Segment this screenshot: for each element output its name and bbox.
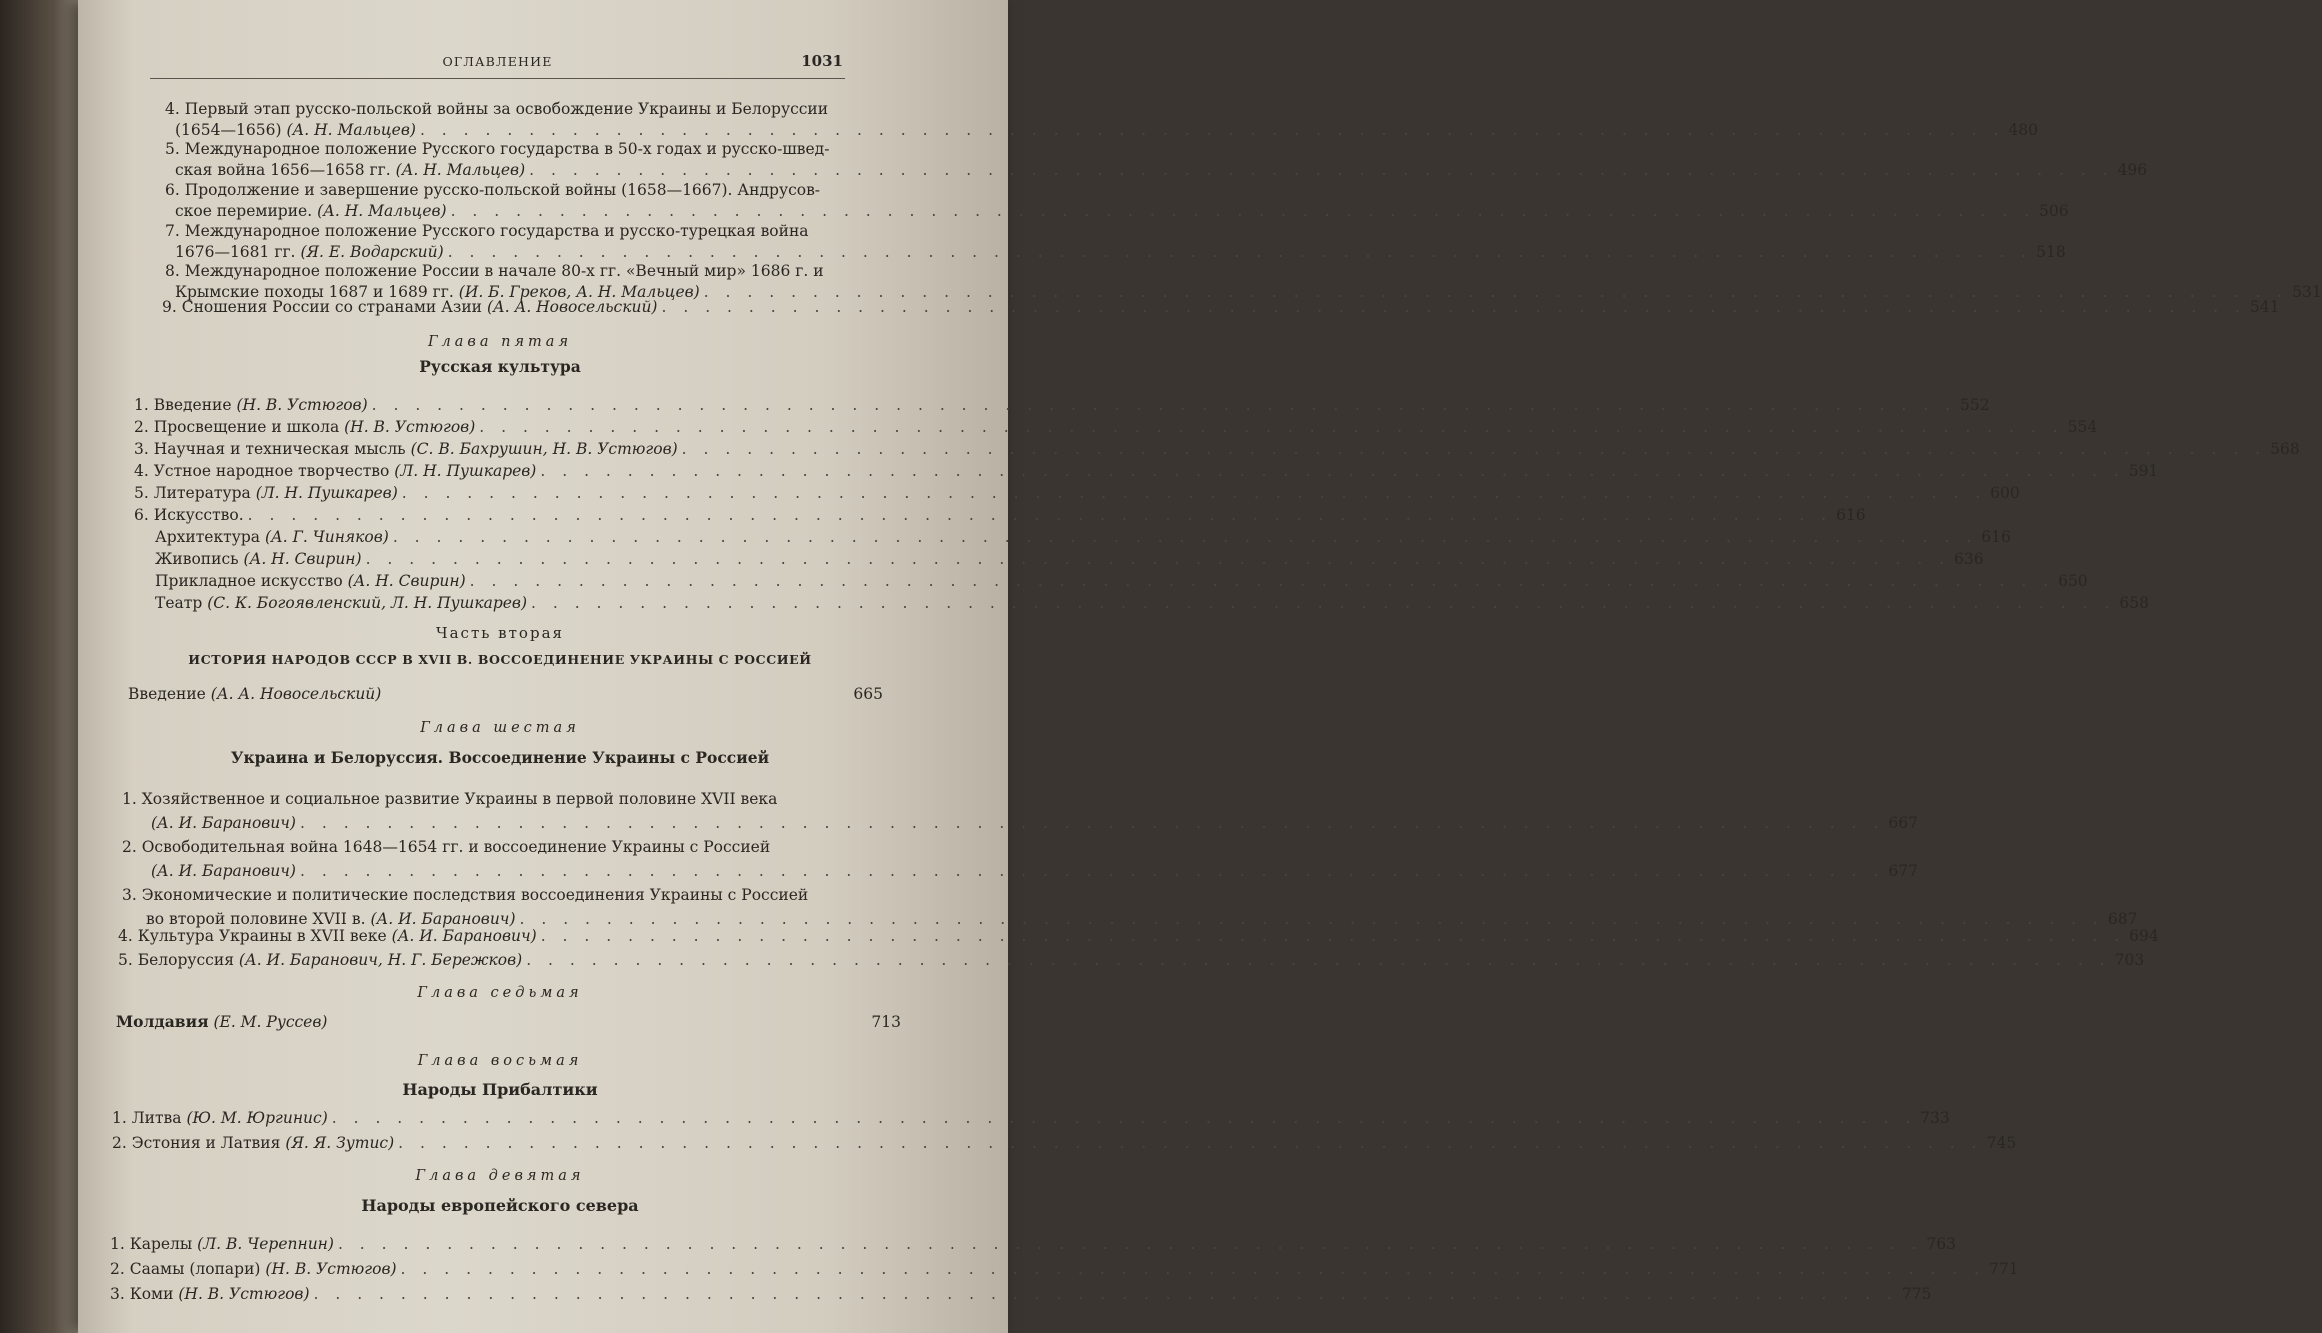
chapter8-title: Народы Прибалтики — [402, 1080, 598, 1099]
entry-text: 4. Устное народное творчество — [134, 462, 390, 480]
dot-leader: . . . . . . . . . . . . . . . . . . . . . . . . . . . . . . . . . . . . . . . . . . . . . . . . . . . . . . . . . . . . . . . . . . . . . . . . . — [313, 1285, 1898, 1303]
toc-entry[interactable] — [112, 1109, 1950, 1127]
toc-entry[interactable] — [110, 1285, 1932, 1303]
entry-text: 5. Литература — [134, 484, 251, 502]
entry-author: (А. И. Баранович, Н. Г. Бережков) — [238, 951, 523, 969]
part2-label: Часть вторая — [436, 624, 564, 642]
book-spine-shadow — [0, 0, 78, 1333]
toc-entry[interactable] — [175, 202, 2069, 220]
entry-page: 552 — [1960, 396, 1990, 414]
dot-leader: . . . . . . . . . . . . . . . . . . . . . . . . . . . . . . . . . . . . . . . . . . . . . . . . . . . . . . . . . . . . . . . . . . . . . . . . . — [519, 910, 2104, 928]
dot-leader: . . . . . . . . . . . . . . . . . . . . . . . . . . . . . . . . . . . . . . . . . . . . . . . . . . . . . . . . . . . . . . . . . . . . . . . . . — [398, 1134, 1983, 1152]
entry-page: 496 — [2117, 161, 2148, 179]
dot-leader: . . . . . . . . . . . . . . . . . . . . . . . . . . . . . . . . . . . . . . . . . . . . . . . . . . . . . . . . . . . . . . . . . . . . . . . . . — [540, 927, 2126, 945]
dot-leader: . . . . . . . . . . . . . . . . . . . . . . . . . . . . . . . . . . . . . . . . . . . . . . . . . . . . . . . . . . . . . . . . . . . . . . . . . — [703, 283, 2289, 301]
entry-text: ское перемирие. — [175, 202, 313, 220]
entry-text: ская война 1656—1658 гг. — [175, 161, 391, 179]
entry-page: 531 — [2292, 283, 2322, 301]
entry-text: во второй половине XVII в. — [146, 910, 366, 928]
entry-author: (А. А. Новосельский) — [210, 685, 382, 703]
toc-entry[interactable] — [146, 814, 1918, 832]
entry-text: 6. Искусство. — [134, 506, 244, 524]
chapter9-label: Глава девятая — [415, 1168, 585, 1184]
entry-text: Театр — [155, 594, 203, 612]
dot-leader: . . . . . . . . . . . . . . . . . . . . . . . . . . . . . . . . . . . . . . . . . . . . . . . . . . . . . . . . . . . . . . . . . . . . . . . . . — [529, 161, 2114, 179]
dot-leader: . . . . . . . . . . . . . . . . . . . . . . . . . . . . . . . . . . . . . . . . . . . . . . . . . . . . . . . . . . . . . . . . . . . . . . . . . — [479, 418, 2064, 436]
entry-page: 733 — [1920, 1109, 1950, 1127]
toc-entry[interactable] — [118, 927, 2159, 945]
toc-entry[interactable] — [134, 440, 2300, 458]
entry-author: (И. Б. Греков, А. Н. Мальцев) — [458, 283, 700, 301]
entry-page: 554 — [2067, 418, 2098, 436]
entry-text: Введение — [128, 685, 206, 703]
entry-text: (1654—1656) — [175, 121, 282, 139]
entry-page: 658 — [2119, 594, 2150, 612]
entry-author: (Е. М. Руссев) — [213, 1013, 328, 1031]
dot-leader: . . . . . . . . . . . . . . . . . . . . . . . . . . . . . . . . . . . . . . . . . . . . . . . . . . . . . . . . . . . . . . . . . . . . . . . . . — [401, 484, 1987, 502]
dot-leader: . . . . . . . . . . . . . . . . . . . . . . . . . . . . . . . . . . . . . . . . . . . . . . . . . . . . . . . . . . . . . . . . . . . . . . . . . — [661, 298, 2246, 316]
toc-entry-moldavia[interactable] — [116, 1012, 901, 1031]
entry-author: (А. Н. Свирин) — [243, 550, 362, 568]
entry-author: (Л. Н. Пушкарев) — [255, 484, 398, 502]
dot-leader: . . . . . . . . . . . . . . . . . . . . . . . . . . . . . . . . . . . . . . . . . . . . . . . . . . . . . . . . . . . . . . . . . . . . . . . . . — [450, 202, 2035, 220]
entry-text: 1. Литва — [112, 1109, 182, 1127]
toc-entry-line: 5. Международное положение Русского государства в 50-х годах и русско-швед- — [165, 140, 830, 158]
entry-author: (Л. В. Черепнин) — [197, 1235, 334, 1253]
toc-entry[interactable] — [110, 1260, 2019, 1278]
dot-leader: . . . . . . . . . . . . . . . . . . . . . . . . . . . . . . . . . . . . . . . . . . . . . . . . . . . . . . . . . . . . . . . . . . . . . . . . . — [540, 462, 2125, 480]
toc-entry[interactable] — [155, 572, 2088, 590]
dot-leader: . . . . . . . . . . . . . . . . . . . . . . . . . . . . . . . . . . . . . . . . . . . . . . . . . . . . . . . . . . . . . . . . . . . . . . . . . — [371, 396, 1957, 414]
entry-author: (С. К. Богоявленский, Л. Н. Пушкарев) — [207, 594, 527, 612]
entry-page: 506 — [2039, 202, 2069, 220]
entry-author: (С. В. Бахрушин, Н. В. Устюгов) — [410, 440, 678, 458]
entry-text: Прикладное искусство — [155, 572, 343, 590]
dot-leader: . . . . . . . . . . . . . . . . . . . . . . . . . . . . . . . . . . . . . . . . . . . . . . . . . . . . . . . . . . . . . . . . . . . . . . . . . — [681, 440, 2267, 458]
entry-text: 1676—1681 гг. — [175, 243, 296, 261]
toc-entry[interactable] — [175, 121, 2038, 139]
entry-text: 1. Введение — [134, 396, 232, 414]
entry-page: 591 — [2128, 462, 2159, 480]
dot-leader: . . . . . . . . . . . . . . . . . . . . . . . . . . . . . . . . . . . . . . . . . . . . . . . . . . . . . . . . . . . . . . . . . . . . . . . . . — [331, 1109, 1917, 1127]
entry-text: Молдавия — [116, 1012, 209, 1031]
toc-entry-line: 4. Первый этап русско-польской войны за освобождение Украины и Белоруссии — [165, 100, 829, 118]
entry-author: (Н. В. Устюгов) — [344, 418, 476, 436]
entry-page: 616 — [1981, 528, 2011, 546]
toc-entry[interactable] — [146, 910, 2138, 928]
entry-page: 694 — [2129, 927, 2159, 945]
part2-title: ИСТОРИЯ НАРОДОВ СССР В XVII В. ВОССОЕДИНЕНИЕ УКРАИНЫ С РОССИЕЙ — [188, 652, 812, 667]
entry-page: 667 — [1888, 814, 1918, 832]
dot-leader: . . . . . . . . . . . . . . . . . . . . . . . . . . . . . . . . . . . . . . . . . . . . . . . . . . . . . . . . . . . . . . . . . . . . . . . . . — [469, 572, 2055, 590]
entry-page: 713 — [871, 1013, 901, 1031]
dot-leader: . . . . . . . . . . . . . . . . . . . . . . . . . . . . . . . . . . . . . . . . . . . . . . . . . . . . . . . . . . . . . . . . . . . . . . . . . — [400, 1260, 1985, 1278]
entry-page: 775 — [1901, 1285, 1932, 1303]
entry-page: 636 — [1954, 550, 1984, 568]
chapter9-title: Народы европейского севера — [361, 1196, 639, 1215]
entry-author: (А. Н. Мальцев) — [395, 161, 526, 179]
dot-leader: . . . . . . . . . . . . . . . . . . . . . . . . . . . . . . . . . . . . . . . . . . . . . . . . . . . . . . . . . . . . . . . . . . . . . . . . . — [419, 121, 2005, 139]
entry-author: (Я. Е. Водарский) — [300, 243, 444, 261]
dot-leader: . . . . . . . . . . . . . . . . . . . . . . . . . . . . . . . . . . . . . . . . . . . . . . . . . . . . . . . . . . . . . . . . . . . . . . . . . — [299, 814, 1885, 832]
entry-text: 2. Эстония и Латвия — [112, 1134, 281, 1152]
entry-page: 665 — [853, 685, 883, 703]
toc-entry[interactable] — [155, 528, 2011, 546]
entry-text: Архитектура — [155, 528, 261, 546]
entry-page: 541 — [2249, 298, 2280, 316]
entry-page: 518 — [2036, 243, 2066, 261]
entry-text: 2. Просвещение и школа — [134, 418, 340, 436]
chapter8-label: Глава восьмая — [417, 1053, 583, 1069]
entry-page: 771 — [1988, 1260, 2019, 1278]
entry-text: 3. Коми — [110, 1285, 174, 1303]
entry-page: 480 — [2008, 121, 2038, 139]
toc-entry[interactable] — [134, 462, 2159, 480]
entry-page: 616 — [1836, 506, 1866, 524]
entry-text: 3. Научная и техническая мысль — [134, 440, 406, 458]
toc-entry[interactable] — [118, 951, 2145, 969]
dot-leader: . . . . . . . . . . . . . . . . . . . . . . . . . . . . . . . . . . . . . . . . . . . . . . . . . . . . . . . . . . . . . . . . . . . . . . . . . — [531, 594, 2116, 612]
toc-entry[interactable] — [162, 298, 2280, 316]
entry-text: 5. Белоруссия — [118, 951, 234, 969]
dot-leader: . . . . . . . . . . . . . . . . . . . . . . . . . . . . . . . . . . . . . . . . . . . . . . . . . . . . . . . . . . . . . . . . . . . . . . . . . — [365, 550, 1950, 568]
entry-author: (А. Н. Мальцев) — [286, 121, 416, 139]
entry-text: 9. Сношения России со странами Азии — [162, 298, 482, 316]
toc-entry[interactable] — [175, 243, 2066, 261]
entry-author: (Н. В. Устюгов) — [265, 1260, 397, 1278]
entry-page: 568 — [2270, 440, 2300, 458]
entry-page: 745 — [1986, 1134, 2017, 1152]
entry-author: (А. Г. Чиняков) — [264, 528, 389, 546]
dot-leader: . . . . . . . . . . . . . . . . . . . . . . . . . . . . . . . . . . . . . . . . . . . . . . . . . . . . . . . . . . . . . . . . . . . . . . . . . — [447, 243, 2033, 261]
header-title: ОГЛАВЛЕНИЕ — [442, 54, 553, 69]
entry-author: (Н. В. Устюгов) — [178, 1285, 310, 1303]
dot-leader: . . . . . . . . . . . . . . . . . . . . . . . . . . . . . . . . . . . . . . . . . . . . . . . . . . . . . . . . . . . . . . . . . . . . . . . . . — [337, 1235, 1923, 1253]
entry-page: 763 — [1926, 1235, 1956, 1253]
toc-entry[interactable] — [134, 484, 2020, 502]
toc-entry-line: 2. Освободительная война 1648—1654 гг. и воссоединение Украины с Россией — [122, 838, 771, 856]
entry-text: Живопись — [155, 550, 239, 568]
entry-author: (А. А. Новосельский) — [486, 298, 658, 316]
toc-entry-line: 1. Хозяйственное и социальное развитие Украины в первой половине XVII века — [122, 790, 778, 808]
chapter5-label: Глава пятая — [427, 334, 573, 350]
toc-entry[interactable] — [155, 594, 2150, 612]
header-page-number: 1031 — [801, 52, 843, 70]
entry-page: 677 — [1888, 862, 1918, 880]
entry-author: (А. Н. Мальцев) — [317, 202, 447, 220]
entry-text: 4. Культура Украины в XVII веке — [118, 927, 387, 945]
entry-text: 2. Саамы (лопари) — [110, 1260, 261, 1278]
running-header — [150, 52, 845, 79]
dot-leader: . . . . . . . . . . . . . . . . . . . . . . . . . . . . . . . . . . . . . . . . . . . . . . . . . . . . . . . . . . . . . . . . . . . . . . . . . — [299, 862, 1885, 880]
entry-author: (А. Н. Свирин) — [347, 572, 466, 590]
dot-leader: . . . . . . . . . . . . . . . . . . . . . . . . . . . . . . . . . . . . . . . . . . . . . . . . . . . . . . . . . . . . . . . . . . . . . . . . . — [247, 506, 1833, 524]
toc-entry-line: 6. Продолжение и завершение русско-польской войны (1658—1667). Андрусов- — [165, 181, 821, 199]
entry-author: (Я. Я. Зутис) — [285, 1134, 395, 1152]
dot-leader: . . . . . . . . . . . . . . . . . . . . . . . . . . . . . . . . . . . . . . . . . . . . . . . . . . . . . . . . . . . . . . . . . . . . . . . . . — [526, 951, 2111, 969]
toc-entry[interactable] — [155, 550, 1984, 568]
entry-author: (Л. Н. Пушкарев) — [394, 462, 537, 480]
entry-page: 687 — [2107, 910, 2138, 928]
entry-author: (А. И. Баранович) — [370, 910, 516, 928]
toc-entry[interactable] — [112, 1134, 2017, 1152]
chapter5-title: Русская культура — [419, 357, 581, 376]
toc-entry-part2-intro[interactable] — [128, 685, 883, 703]
dot-leader: . . . . . . . . . . . . . . . . . . . . . . . . . . . . . . . . . . . . . . . . . . . . . . . . . . . . . . . . . . . . . . . . . . . . . . . . . — [392, 528, 1978, 546]
entry-text: Крымские походы 1687 и 1689 гг. — [175, 283, 454, 301]
toc-entry[interactable] — [134, 396, 1990, 414]
toc-entry-line: 8. Международное положение России в начале 80-х гг. «Вечный мир» 1686 г. и — [165, 262, 824, 280]
chapter7-label: Глава седьмая — [417, 985, 583, 1001]
toc-entry[interactable] — [146, 862, 1918, 880]
toc-entry-line: 7. Международное положение Русского государства и русско-турецкая война — [165, 222, 809, 240]
entry-author: (А. И. Баранович) — [150, 862, 296, 880]
entry-page: 650 — [2058, 572, 2088, 590]
entry-page: 600 — [1990, 484, 2020, 502]
entry-page: 703 — [2114, 951, 2145, 969]
entry-author: (Н. В. Устюгов) — [236, 396, 368, 414]
chapter6-title: Украина и Белоруссия. Воссоединение Украины с Россией — [230, 748, 770, 767]
entry-text: 1. Карелы — [110, 1235, 193, 1253]
toc-entry[interactable] — [134, 418, 2098, 436]
entry-author: (Ю. М. Юргинис) — [186, 1109, 328, 1127]
toc-entry[interactable] — [110, 1235, 1956, 1253]
toc-entry-line: 3. Экономические и политические последствия воссоединения Украины с Россией — [122, 886, 809, 904]
entry-author: (А. И. Баранович) — [150, 814, 296, 832]
toc-entry[interactable] — [134, 506, 1866, 524]
toc-entry[interactable] — [175, 161, 2148, 179]
entry-author: (А. И. Баранович) — [391, 927, 537, 945]
chapter6-label: Глава шестая — [420, 720, 580, 736]
